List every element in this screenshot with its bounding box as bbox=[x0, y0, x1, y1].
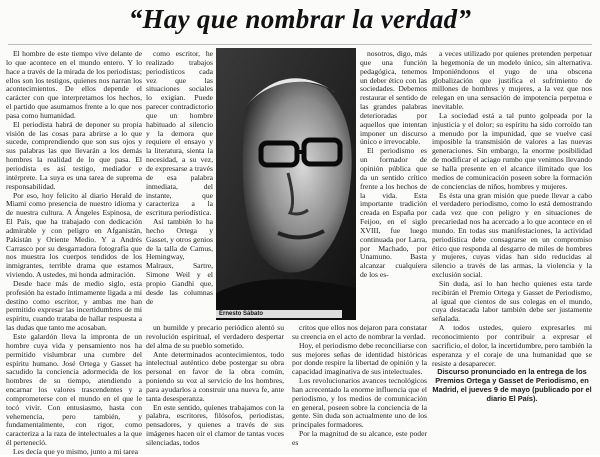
article-headline: “Hay que nombrar la verdad” bbox=[128, 4, 472, 34]
text-column-2 bbox=[146, 50, 213, 318]
paragraph: Ante determinados acontecimientos, todo intelectual auténtico debe postergar su obra personal en favor de la obra común, poniendo su voz al servicio de los hombres, para ayudarlos a construir una nueva fe, ante tanta desesperanza. bbox=[146, 349, 284, 403]
paragraph: El periodista habrá de deponer su propia visión de las cosas para abrirse a lo que sucede, comprendiendo que son sus ojos y sus palabras las que llevarán a los demás hombres la realidad de lo que pasa. El periodista es así testigo, mediador e intérprete. La suya es una tarea de suprema responsabilidad. bbox=[6, 119, 142, 191]
photo-caption: Ernesto Sábato bbox=[216, 310, 342, 318]
paragraph: a veces utilizado por quienes pretenden perpetuar la hegemonía de un modelo único, sin alternativa. Imponiéndonos el yugo de una obscena globalización que justifica el sufrimiento de millones de hombres y mujeres, a la vez que nos relegan en una sensación de impotencia perpetua e inevitable. bbox=[432, 49, 592, 112]
paragraph: critos que ellos nos dejaron para constatar su creencia en el acto de nombrar la verdad. bbox=[292, 323, 427, 341]
headline-divider bbox=[8, 44, 592, 45]
paragraph: Por la magnitud de su alcance, este poder es bbox=[292, 429, 427, 447]
paragraph: El periodismo es un formador de opinión pública que da un sentido crítico frente a los hechos de la vida. Esta importante tradición creada en España por Feijoo, en el siglo XVIII, fue luego continuada por Larra, por Machado, por Unamuno. Basta alcanzar cualquiera de los es- bbox=[360, 146, 427, 280]
portrait-illustration bbox=[216, 48, 356, 320]
text-column-3-lower bbox=[292, 324, 427, 450]
paragraph: Sin duda, así lo han hecho quienes esta tarde recibirán el Premio Ortega y Gasset de Periodismo, al igual que cientos de sus colegas en el mundo, cuya destacada labor también debe ser justamente señalada. bbox=[432, 278, 592, 324]
paragraph: Hoy, el periodismo debe reconciliarse con sus mejores señas de identidad históricas por donde respire la libertad de opinión y la capacidad imaginativa de sus intelectuales. bbox=[292, 340, 427, 377]
paragraph: Este galardón lleva la impronta de un hombre cuya vida y pensamiento nos ha permitido vislumbrar una cumbre del espíritu humano. José Ortega y Gasset ha sacudido la conciencia adormecida de los hombres de su tiempo, atendiendo a encarnar los valores trascendentes y a comprometerse con el mundo en el que le tocó vivir. Con entusiasmo, hasta con vehemencia, pero también, y fundamentalmente, con rigor, como caracteriza a la raza de intelectuales a la que él pertenecíó. bbox=[6, 332, 142, 448]
paragraph: como escritor, he realizado trabajos periodísticos cada vez que las situaciones sociales lo exigían. Puede parecer contradictorio que un hombre habituado al silencio y la demora que requiere el ensayo y la literatura, sienta la necesidad, a su vez, de expresarse a través de esa palabra inmediata, del instante, que caracteriza a la escritura periodística. bbox=[146, 49, 213, 218]
text-column-2-lower-left bbox=[146, 324, 284, 450]
paragraph: Desde hace más de medio siglo, esta profesión ha estado íntimamente ligada a mi destino como escritor, y ambas me han permitido expresar las incertidumbres de mi espíritu, cuando trataba de hallar respuesta a las dudas que tanto me acosaban. bbox=[6, 278, 142, 333]
text-column-3 bbox=[360, 50, 427, 318]
paragraph: un humilde y precario periódico alentó su revolución espiritual, el verdadero despertar del alma de su pueblo sometido. bbox=[146, 323, 284, 350]
portrait-photo bbox=[216, 48, 356, 320]
text-column-4 bbox=[432, 50, 592, 448]
speech-source-note: Discurso pronunciado en la entrega de los Premios Ortega y Gasset de Periodismo, en Madrid, el jueves 9 de mayo (publicado por el diario El País). bbox=[432, 367, 592, 403]
paragraph: La sociedad está a tal punto golpeada por la injusticia y el dolor; su espíritu ha sido corroído tan a menudo por la impunidad, que se vuelve casi imposible la transmisión de valores a las nuevas generaciones. Sin embargo, la enorme posibilidad de modificar el aciago rumbo que venimos llevando se halla presente en el alcance ilimitado que los medios de comunicación poseen sobre la formación de conciencias de niños, hombres y mujeres. bbox=[432, 110, 592, 191]
paragraph: Así también lo ha hecho Ortega y Gasset, y otros genios de la talla de Camus, Hemingway, Malraux, Sartre, Simone Weil y el propio Gandhi que, desde las columnas de bbox=[146, 217, 213, 306]
paragraph: Les decía que yo mismo, junto a mi tarea bbox=[13, 446, 139, 456]
paragraph: Es ésta una gran misión que puede llevar a cabo el verdadero periodismo, como lo está demostrando cada vez que con peligro y en situaciones de precariedad nos ha acercado a lo que acontece en el mundo. En todas sus manifestaciones, la actividad periodística debe consagrarse en un compromiso ético que responda al desgarro de miles de hombres y mujeres, cuyas vidas han sido reducidas al silencio a través de las armas, la violencia y la exclusión social. bbox=[432, 190, 592, 280]
paragraph: A todos ustedes, quiero expresarles mi reconocimiento por contribuir a expresar el sacrificio, el dolor, la incertidumbre, pero también la esperanza y el coraje de una humanidad que se resiste a desaparecer. bbox=[432, 323, 592, 368]
paragraph: En este sentido, quienes trabajamos con la palabra, escritores, filósofos, periodistas, pensadores, y quienes a través de sus imágenes hacen oír el clamor de tantas voces silenciadas, todos bbox=[146, 402, 284, 447]
paragraph: Los revolucionarios avances tecnológicos han acrecentado la enorme influencia que el periodismo, y los medios de comunicación en general, poseen sobre la conciencia de la gente. Sin duda son actualmente uno de los principales formadores. bbox=[292, 376, 427, 430]
text-column-1 bbox=[6, 49, 142, 456]
paragraph: Por eso, hoy felicito al diario Herald de Miami como presencia de nuestro idioma y de nuestra cultura. A Ángeles Espinosa, de El País, que ha trabajado con dedicación admirable y con peligro en Afganistán, Pakistán y Oriente Medio. Y a Andrés Carrasco por su desgarradora fotografía que nos muestra los cuerpos tendidos de los inmigrantes, terrible drama que estamos viviendo. A ustedes, mi honda admiración. bbox=[6, 190, 142, 280]
paragraph: nosotros, digo, más que una función pedagógica, tenemos un deber ético con las sociedades. Debemos restaurar el sentido de las grandes palabras deterioradas por aquellos que intentan imponer un discurso único e irrevocable. bbox=[360, 49, 427, 147]
text-column-2-lower bbox=[146, 324, 427, 450]
paragraph: El hombre de este tiempo vive delante de lo que acontece en el mundo entero. Y lo hace a través de la mirada de los periodistas; ellos son los testigos, quienes nos narran los acontecimientos. De ellos depende el carácter con que interpretamos los hechos, el partido que asumamos frente a lo que nos pasa como humanidad. bbox=[6, 49, 142, 120]
